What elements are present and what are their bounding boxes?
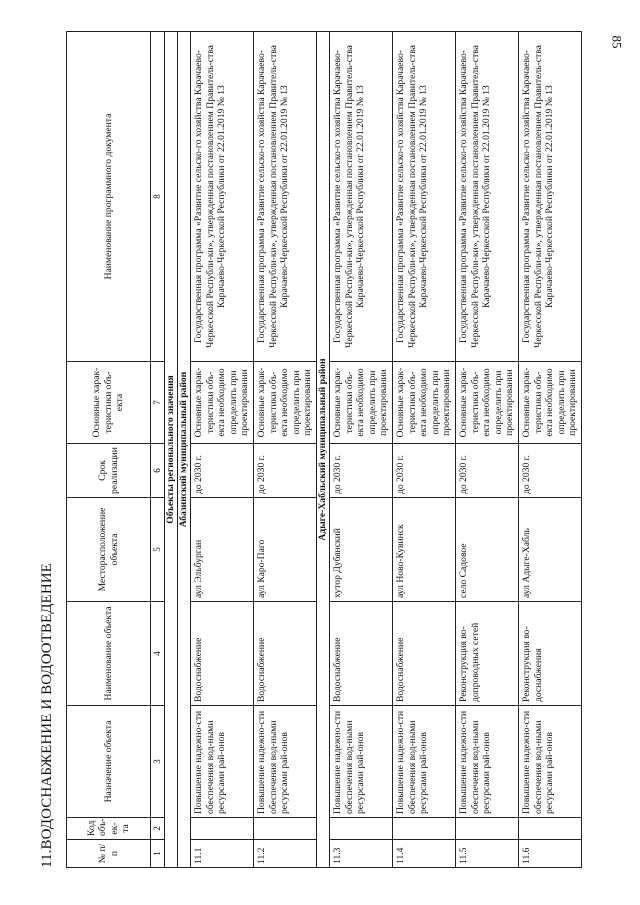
group-row-abaza — [178, 32, 191, 868]
row-code — [330, 818, 393, 840]
row-program-document: Государственная программа «Развитие сельско-го хозяйства Карачаево-Черкесской Республи-ки», утвержденная постановлением Правитель-ства Карачаево-Черкесской Республики от 22.01.2019 № 13 — [393, 32, 456, 362]
row-characteristics: Основные харак-теристики объ-екта необходимо определить при проектировании — [519, 362, 582, 444]
column-number-row — [151, 32, 165, 868]
column-number: 6 — [151, 444, 165, 498]
row-code — [191, 818, 254, 840]
column-header: Наименование программного документа — [67, 32, 151, 362]
row-characteristics: Основные харак-теристики объ-екта необходимо определить при проектировании — [191, 362, 254, 444]
table-row — [254, 32, 317, 868]
row-program-document: Государственная программа «Развитие сельско-го хозяйства Карачаево-Черкесской Республи-ки», утвержденная постановлением Правитель-ства Карачаево-Черкесской Республики от 22.01.2019 № 13 — [456, 32, 519, 362]
table-row — [456, 32, 519, 868]
row-purpose: Повышение надежно-сти обеспечения вод-ными ресурсами рай-онов — [393, 706, 456, 818]
row-number: 11.1 — [191, 840, 254, 868]
rotated-page-content — [36, 32, 610, 868]
column-number: 5 — [151, 498, 165, 602]
column-number: 2 — [151, 818, 165, 840]
row-location: хутор Дубянский — [330, 498, 393, 602]
group-title: Абазинский муниципальный район — [178, 32, 191, 868]
column-number: 7 — [151, 362, 165, 444]
section-heading: 11.ВОДОСНАБЖЕНИЕ И ВОДООТВЕДЕНИЕ — [39, 563, 55, 868]
row-number: 11.2 — [254, 840, 317, 868]
row-term: до 2030 г. — [191, 444, 254, 498]
table-row — [330, 32, 393, 868]
group-title: Адыге-Хабльский муниципальный район — [317, 32, 330, 868]
column-header: Наименование объекта — [67, 602, 151, 706]
row-purpose: Повышение надежно-сти обеспечения вод-ными ресурсами рай-онов — [330, 706, 393, 818]
table-row — [191, 32, 254, 868]
row-location: аул Каро-Паго — [254, 498, 317, 602]
column-header: Основные харак-теристики объ-екта — [67, 362, 151, 444]
row-location: село Садовое — [456, 498, 519, 602]
column-header: Срок реализации — [67, 444, 151, 498]
column-header: Месторасположение объекта — [67, 498, 151, 602]
row-object-name: Реконструкция во-допроводных сетей — [456, 602, 519, 706]
row-purpose: Повышение надежно-сти обеспечения вод-ными ресурсами рай-онов — [456, 706, 519, 818]
row-location: аул Адыге-Хабль — [519, 498, 582, 602]
row-object-name: Водоснабжение — [393, 602, 456, 706]
row-number: 11.3 — [330, 840, 393, 868]
column-header: Код объ-ек-та — [67, 818, 151, 840]
page-number: 85 — [609, 35, 625, 49]
column-number: 4 — [151, 602, 165, 706]
table-row — [393, 32, 456, 868]
row-characteristics: Основные харак-теристики объ-екта необходимо определить при проектировании — [456, 362, 519, 444]
row-term: до 2030 г. — [393, 444, 456, 498]
row-object-name: Водоснабжение — [254, 602, 317, 706]
row-code — [519, 818, 582, 840]
table-row — [519, 32, 582, 868]
column-number: 8 — [151, 32, 165, 362]
row-program-document: Государственная программа «Развитие сельско-го хозяйства Карачаево-Черкесской Республи-ки», утвержденная постановлением Правитель-ства Карачаево-Черкесской Республики от 22.01.2019 № 13 — [519, 32, 582, 362]
row-number: 11.6 — [519, 840, 582, 868]
row-program-document: Государственная программа «Развитие сельско-го хозяйства Карачаево-Черкесской Республи-ки», утвержденная постановлением Правитель-ства Карачаево-Черкесской Республики от 22.01.2019 № 13 — [254, 32, 317, 362]
group-row-adyge — [317, 32, 330, 868]
row-object-name: Водоснабжение — [191, 602, 254, 706]
row-location: аул Эльбурган — [191, 498, 254, 602]
row-term: до 2030 г. — [519, 444, 582, 498]
column-header-row — [67, 32, 151, 868]
row-characteristics: Основные харак-теристики объ-екта необходимо определить при проектировании — [393, 362, 456, 444]
row-term: до 2030 г. — [456, 444, 519, 498]
column-header: № п/п — [67, 840, 151, 868]
row-object-name: Реконструкция во-доснабжения — [519, 602, 582, 706]
row-number: 11.4 — [393, 840, 456, 868]
column-number: 3 — [151, 706, 165, 818]
row-number: 11.5 — [456, 840, 519, 868]
row-term: до 2030 г. — [330, 444, 393, 498]
column-number: 1 — [151, 840, 165, 868]
row-purpose: Повышение надежно-сти обеспечения вод-ными ресурсами рай-онов — [254, 706, 317, 818]
row-code — [456, 818, 519, 840]
row-code — [254, 818, 317, 840]
row-term: до 2030 г. — [254, 444, 317, 498]
row-program-document: Государственная программа «Развитие сельско-го хозяйства Карачаево-Черкесской Республи-ки», утвержденная постановлением Правитель-ства Карачаево-Черкесской Республики от 22.01.2019 № 13 — [191, 32, 254, 362]
row-code — [393, 818, 456, 840]
group-row-regional — [165, 32, 178, 868]
row-purpose: Повышение надежно-сти обеспечения вод-ными ресурсами рай-онов — [191, 706, 254, 818]
row-characteristics: Основные харак-теристики объ-екта необходимо определить при проектировании — [330, 362, 393, 444]
row-location: аул Ново-Кувинск — [393, 498, 456, 602]
row-object-name: Водоснабжение — [330, 602, 393, 706]
row-program-document: Государственная программа «Развитие сельско-го хозяйства Карачаево-Черкесской Республи-ки», утвержденная постановлением Правитель-ства Карачаево-Черкесской Республики от 22.01.2019 № 13 — [330, 32, 393, 362]
water-supply-table — [66, 31, 582, 868]
column-header: Назначение объекта — [67, 706, 151, 818]
row-characteristics: Основные харак-теристики объ-екта необходимо определить при проектировании — [254, 362, 317, 444]
group-title: Объекты регионального значения — [165, 32, 178, 868]
row-purpose: Повышение надежно-сти обеспечения вод-ными ресурсами рай-онов — [519, 706, 582, 818]
